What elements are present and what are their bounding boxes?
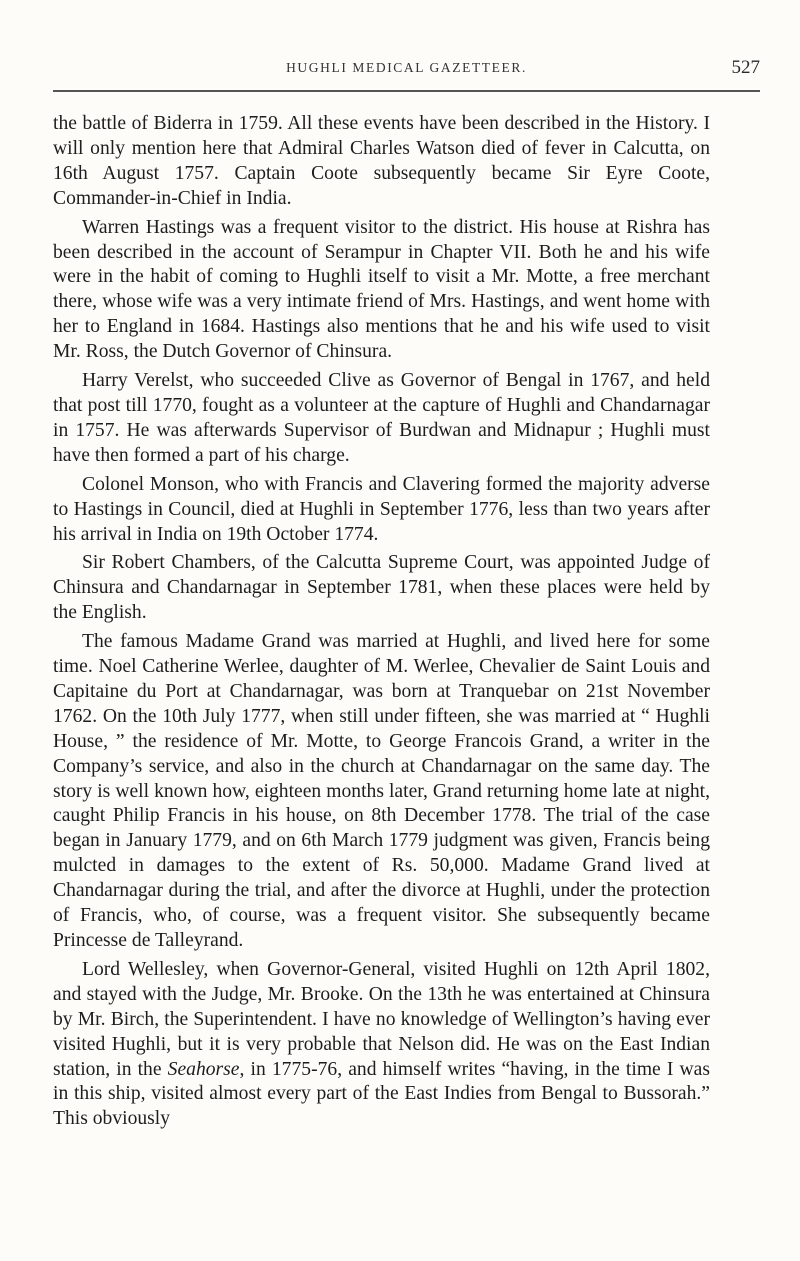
running-title: HUGHLI MEDICAL GAZETTEER. [286,60,527,75]
page-header [53,57,760,96]
paragraph: Harry Verelst, who succeeded Clive as Governor of Bengal in 1767, and held that post till 1770, fought as a volunteer at the capture of Hughli and Chandarnagar in 1757. He was afterwards Supervisor of Burdwan and Midnapur ; Hughli must have then formed a part of his charge. [53,370,710,466]
paragraph: Colonel Monson, who with Francis and Clavering formed the majority adverse to Hastings in Council, died at Hughli in September 1776, less than two years after his arrival in India on 19th October 1774. [53,473,710,545]
paragraph: The famous Madame Grand was married at Hughli, and lived here for some time. Noel Catherine Werlee, daughter of M. Werlee, Chevalier de Saint Louis and Capitaine du Port at Chandarnagar, was born at Tranquebar on 21st November 1762. On the 10th July 1777, when still under fifteen, she was married at “ Hughli House, ” the residence of Mr. Motte, to George Francois Grand, a writer in the Company’s service, and also in the church at Chandarnagar on the same day. The story is well known how, eighteen months later, Grand returning home late at night, caught Philip Francis in his house, on 8th December 1778. The trial of the case began in January 1779, and on 6th March 1779 judgment was given, Francis being mulcted in damages to the extent of Rs. 50,000. Madame Grand lived at Chandarnagar during the trial, and after the divorce at Hughli, under the protection of Francis, who, of course, was a frequent visitor. She subsequently became Princesse de Talleyrand. [53,631,710,951]
page-number: 527 [731,57,760,78]
body-text [53,112,710,1136]
paragraph: Sir Robert Chambers, of the Calcutta Supreme Court, was appointed Judge of Chinsura and Chandarnagar in September 1781, when these places were held by the English. [53,552,710,624]
paragraph: Warren Hastings was a frequent visitor to the district. His house at Rishra has been described in the account of Serampur in Chapter VII. Both he and his wife were in the habit of coming to Hughli itself to visit a Mr. Motte, a free merchant there, whose wife was a very intimate friend of Mrs. Hastings, and went home with her to England in 1684. Hastings also mentions that he and his wife used to visit Mr. Ross, the Dutch Governor of Chinsura. [53,216,710,363]
ship-name: Seahorse [167,1058,240,1080]
header-rule [53,90,760,92]
paragraph-last [53,958,710,1132]
paragraph-text: Lord Wellesley, when Governor-General, visited Hughli on 12th April 1802, and stayed with the Judge, Mr. Brooke. On the 13th he was entertained at Chinsura by Mr. Birch, the Superintendent. I have no knowledge of Wellington’s having ever visited Hughli, but it is very probable that Nelson did. He was on the East Indian station, in the [53,958,710,1080]
paragraph-text: , in 1775-76, and himself writes “having, in the time I was in this ship, visited almost every part of the East Indies from Bengal to Bussorah.” This obviously [53,1058,710,1130]
paragraph: the battle of Biderra in 1759. All these events have been described in the History. I will only mention here that Admiral Charles Watson died of fever in Calcutta, on 16th August 1757. Captain Coote subsequently became Sir Eyre Coote, Commander-in-Chief in India. [53,113,710,209]
